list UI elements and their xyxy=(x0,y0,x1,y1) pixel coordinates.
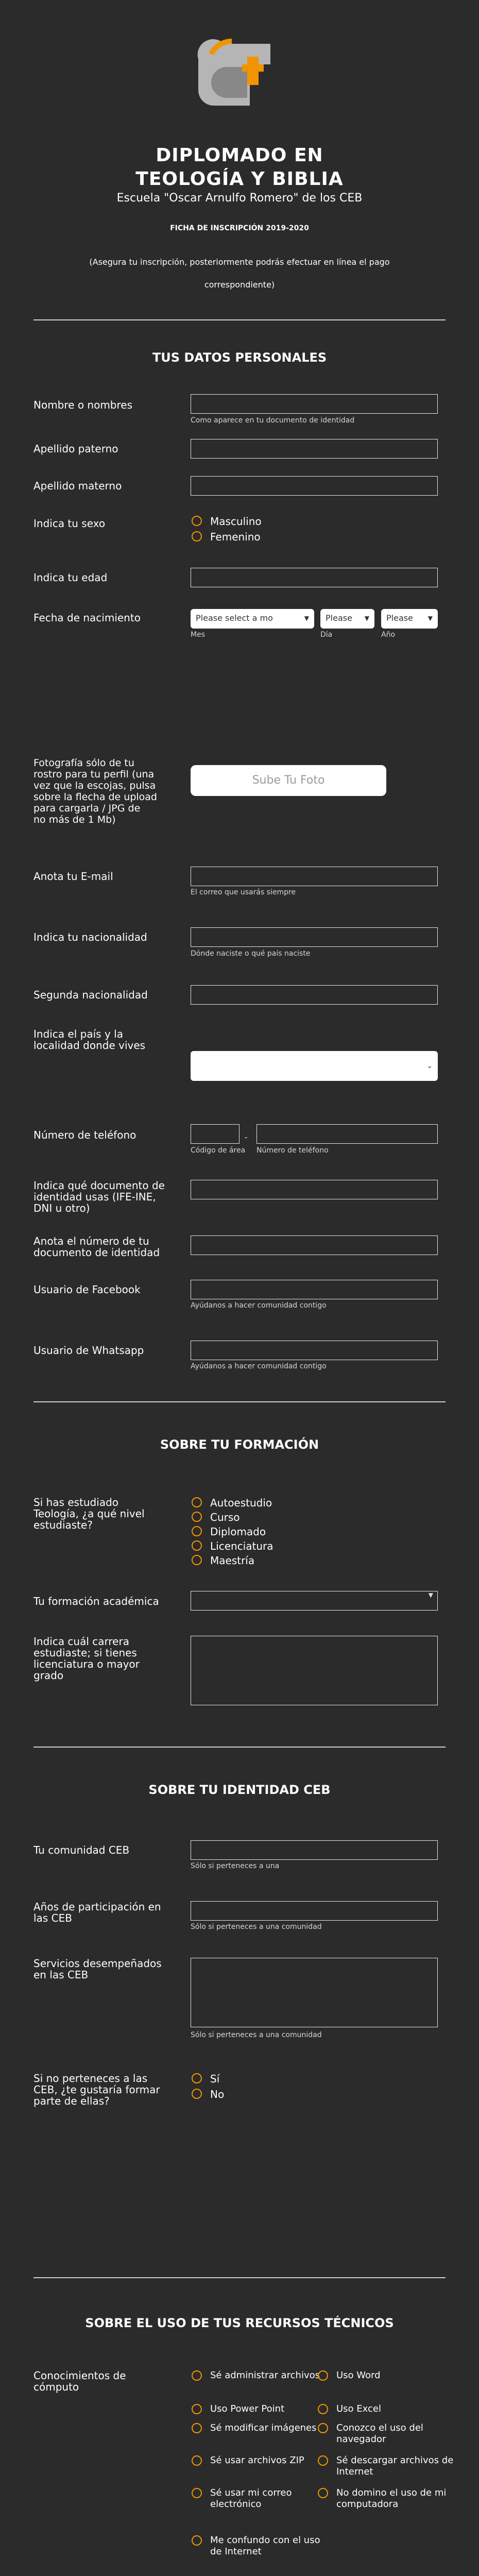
chevron-down-icon: ▼ xyxy=(428,1591,433,1599)
comunidad-input[interactable] xyxy=(191,1840,438,1860)
pais-label-line1: Indica el país y la xyxy=(33,1028,123,1040)
noperteneces-label-line2: CEB, ¿te gustaría formar xyxy=(33,2083,160,2096)
dia-select-value: Please xyxy=(326,613,352,623)
carrera-label-line4: grado xyxy=(33,1669,64,1682)
school-name: Escuela "Oscar Arnulfo Romero" de los CEB xyxy=(116,192,363,205)
estudiado-label-line1: Si has estudiado xyxy=(33,1496,118,1509)
estudiado-label-line3: estudiaste? xyxy=(33,1519,93,1531)
numero-hint: Número de teléfono xyxy=(256,1146,329,1155)
foto-label-line4: sobre la flecha de upload xyxy=(33,791,157,803)
page-title-line1: DIPLOMADO EN xyxy=(156,145,323,166)
carrera-label-line1: Indica cuál carrera xyxy=(33,1635,129,1648)
numdoc-input[interactable] xyxy=(191,1235,438,1255)
nombre-label: Nombre o nombres xyxy=(33,399,133,411)
telefono-label: Número de teléfono xyxy=(33,1129,136,1141)
documento-input[interactable] xyxy=(191,1180,438,1199)
nombre-input[interactable] xyxy=(191,394,438,414)
documento-label-line3: DNI u otro) xyxy=(33,1202,90,1214)
skill-option-powerpoint[interactable]: Uso Power Point xyxy=(191,2403,321,2415)
skill-option-imagenes[interactable]: Sé modificar imágenes xyxy=(191,2422,321,2434)
foto-label-line1: Fotografía sólo de tu xyxy=(33,757,134,769)
mes-select[interactable] xyxy=(191,609,314,629)
whatsapp-label: Usuario de Whatsapp xyxy=(33,1344,144,1357)
nacionalidad-label: Indica tu nacionalidad xyxy=(33,931,147,943)
section-title-personal: TUS DATOS PERSONALES xyxy=(152,350,327,365)
servicios-hint: Sólo si perteneces a una comunidad xyxy=(191,2031,322,2039)
academica-label: Tu formación académica xyxy=(33,1595,159,1607)
phone-separator: - xyxy=(245,1132,248,1142)
noperteneces-label-line3: parte de ellas? xyxy=(33,2095,110,2107)
skill-option-administrar[interactable]: Sé administrar archivos xyxy=(191,2370,321,2381)
skill-option-confundo[interactable]: Me confundo con el uso de Internet xyxy=(191,2535,321,2557)
anio-select[interactable] xyxy=(381,609,438,629)
intro-note-line2: correspondiente) xyxy=(204,280,275,290)
comunidad-label: Tu comunidad CEB xyxy=(33,1844,130,1856)
email-label: Anota tu E-mail xyxy=(33,870,113,883)
carrera-label xyxy=(33,1636,173,1681)
facebook-label: Usuario de Facebook xyxy=(33,1283,141,1296)
servicios-textarea[interactable] xyxy=(191,1958,438,2027)
numdoc-label-line1: Anota el número de tu xyxy=(33,1235,149,1247)
chevron-down-icon: ▼ xyxy=(304,615,309,622)
servicios-label xyxy=(33,1958,173,1980)
nivel-option-licenciatura[interactable]: Licenciatura xyxy=(191,1540,273,1552)
anios-hint: Sólo si perteneces a una comunidad xyxy=(191,1923,322,1931)
anio-select-value: Please xyxy=(386,613,413,623)
edad-input[interactable] xyxy=(191,568,438,587)
paterno-input[interactable] xyxy=(191,439,438,459)
intro-note xyxy=(36,251,443,296)
servicios-label-line2: en las CEB xyxy=(33,1969,89,1981)
carrera-textarea[interactable] xyxy=(191,1636,438,1705)
anios-label-line2: las CEB xyxy=(33,1912,72,1924)
numdoc-label-line2: documento de identidad xyxy=(33,1246,160,1259)
skill-option-excel[interactable]: Uso Excel xyxy=(317,2403,460,2415)
section-title-ceb: SOBRE TU IDENTIDAD CEB xyxy=(148,1783,331,1797)
noperteneces-label-line1: Si no perteneces a las xyxy=(33,2072,148,2084)
pais-label xyxy=(33,1028,173,1051)
conocimientos-label xyxy=(33,2370,173,2393)
anios-input[interactable] xyxy=(191,1901,438,1921)
chevron-down-icon: ⌄ xyxy=(426,1062,433,1070)
edad-label: Indica tu edad xyxy=(33,571,108,584)
facebook-hint: Ayúdanos a hacer comunidad contigo xyxy=(191,1301,327,1310)
conocimientos-label-line1: Conocimientos de xyxy=(33,2369,126,2382)
divider xyxy=(33,319,446,320)
comunidad-hint: Sólo si perteneces a una xyxy=(191,1862,280,1870)
noperteneces-label xyxy=(33,2073,173,2107)
materno-input[interactable] xyxy=(191,476,438,496)
nivel-option-diplomado[interactable]: Diplomado xyxy=(191,1526,266,1538)
mes-select-value: Please select a mo xyxy=(196,613,273,623)
nacionalidad-input[interactable] xyxy=(191,927,438,947)
nivel-option-curso[interactable]: Curso xyxy=(191,1511,240,1523)
documento-label xyxy=(33,1180,173,1214)
skill-option-word[interactable]: Uso Word xyxy=(317,2370,460,2381)
servicios-label-line1: Servicios desempeñados xyxy=(33,1957,162,1970)
skill-option-descargar[interactable]: Sé descargar archivos de Internet xyxy=(317,2455,460,2478)
materno-label: Apellido materno xyxy=(33,480,122,492)
foto-label xyxy=(33,757,173,825)
documento-label-line1: Indica qué documento de xyxy=(33,1179,165,1192)
estudiado-label-line2: Teología, ¿a qué nivel xyxy=(33,1507,145,1520)
documento-label-line2: identidad usas (IFE-INE, xyxy=(33,1191,156,1203)
section-title-tecnicos: SOBRE EL USO DE TUS RECURSOS TÉCNICOS xyxy=(85,2316,394,2330)
numdoc-label xyxy=(33,1235,173,1258)
page-title-line2: TEOLOGÍA Y BIBLIA xyxy=(135,168,344,190)
sexo-option-femenino[interactable]: Femenino xyxy=(191,531,261,543)
intro-note-line1: (Asegura tu inscripción, posteriormente podrás efectuar en línea el pago xyxy=(89,257,390,267)
skill-option-zip[interactable]: Sé usar archivos ZIP xyxy=(191,2455,321,2466)
divider xyxy=(33,1401,446,1402)
carrera-label-line3: licenciatura o mayor xyxy=(33,1658,140,1670)
anio-hint: Año xyxy=(381,631,396,639)
upload-photo-button[interactable]: Sube Tu Foto xyxy=(191,765,386,796)
email-hint: El correo que usarás siempre xyxy=(191,888,296,896)
telefono-input[interactable] xyxy=(256,1124,438,1144)
chevron-down-icon: ▼ xyxy=(427,615,433,622)
pais-label-line2: localidad donde vives xyxy=(33,1039,146,1052)
sexo-label: Indica tu sexo xyxy=(33,517,106,530)
foto-label-line2: rostro para tu perfil (una xyxy=(33,769,155,780)
segunda-nacionalidad-label: Segunda nacionalidad xyxy=(33,989,148,1001)
facebook-input[interactable] xyxy=(191,1280,438,1299)
section-title-formacion: SOBRE TU FORMACIÓN xyxy=(160,1437,319,1452)
foto-label-line6: no más de 1 Mb) xyxy=(33,814,116,825)
anios-label xyxy=(33,1901,173,1924)
nombre-hint: Como aparece en tu documento de identidad xyxy=(191,416,355,425)
pais-select[interactable] xyxy=(191,1051,438,1081)
dia-hint: Día xyxy=(320,631,333,639)
foto-label-line3: vez que la escojas, pulsa xyxy=(33,780,156,791)
nivel-option-autoestudio[interactable]: Autoestudio xyxy=(191,1497,272,1509)
estudiado-label xyxy=(33,1497,173,1531)
ceb-option-no[interactable]: No xyxy=(191,2088,224,2100)
segunda-nacionalidad-input[interactable] xyxy=(191,985,438,1005)
whatsapp-hint: Ayúdanos a hacer comunidad contigo xyxy=(191,1362,327,1370)
whatsapp-input[interactable] xyxy=(191,1341,438,1360)
ficha-label: FICHA DE INSCRIPCIÓN 2019-2020 xyxy=(170,224,309,232)
area-hint: Código de área xyxy=(191,1146,246,1155)
foto-label-line5: para cargarla / JPG de xyxy=(33,803,141,814)
skill-option-nodomino[interactable]: No domino el uso de mi computadora xyxy=(317,2487,460,2510)
nacimiento-label: Fecha de nacimiento xyxy=(33,612,141,624)
paterno-label: Apellido paterno xyxy=(33,443,118,455)
conocimientos-label-line2: cómputo xyxy=(33,2381,79,2393)
ceb-logo-icon xyxy=(193,28,286,121)
skill-option-correo[interactable]: Sé usar mi correo electrónico xyxy=(191,2487,321,2510)
email-input[interactable] xyxy=(191,867,438,886)
divider xyxy=(33,1747,446,1748)
chevron-down-icon: ▼ xyxy=(364,615,369,622)
sexo-option-masculino[interactable]: Masculino xyxy=(191,515,262,528)
ceb-option-si[interactable]: Sí xyxy=(191,2073,219,2085)
anios-label-line1: Años de participación en xyxy=(33,1901,161,1913)
academica-select[interactable] xyxy=(191,1591,438,1611)
nivel-option-maestria[interactable]: Maestría xyxy=(191,1554,254,1567)
skill-option-navegador[interactable]: Conozco el uso del navegador xyxy=(317,2422,460,2445)
mes-hint: Mes xyxy=(191,631,205,639)
dia-select[interactable] xyxy=(320,609,374,629)
area-code-input[interactable] xyxy=(191,1124,239,1144)
nacionalidad-hint: Dónde naciste o qué país naciste xyxy=(191,950,311,958)
divider xyxy=(33,2277,446,2278)
carrera-label-line2: estudiaste; si tienes xyxy=(33,1647,137,1659)
